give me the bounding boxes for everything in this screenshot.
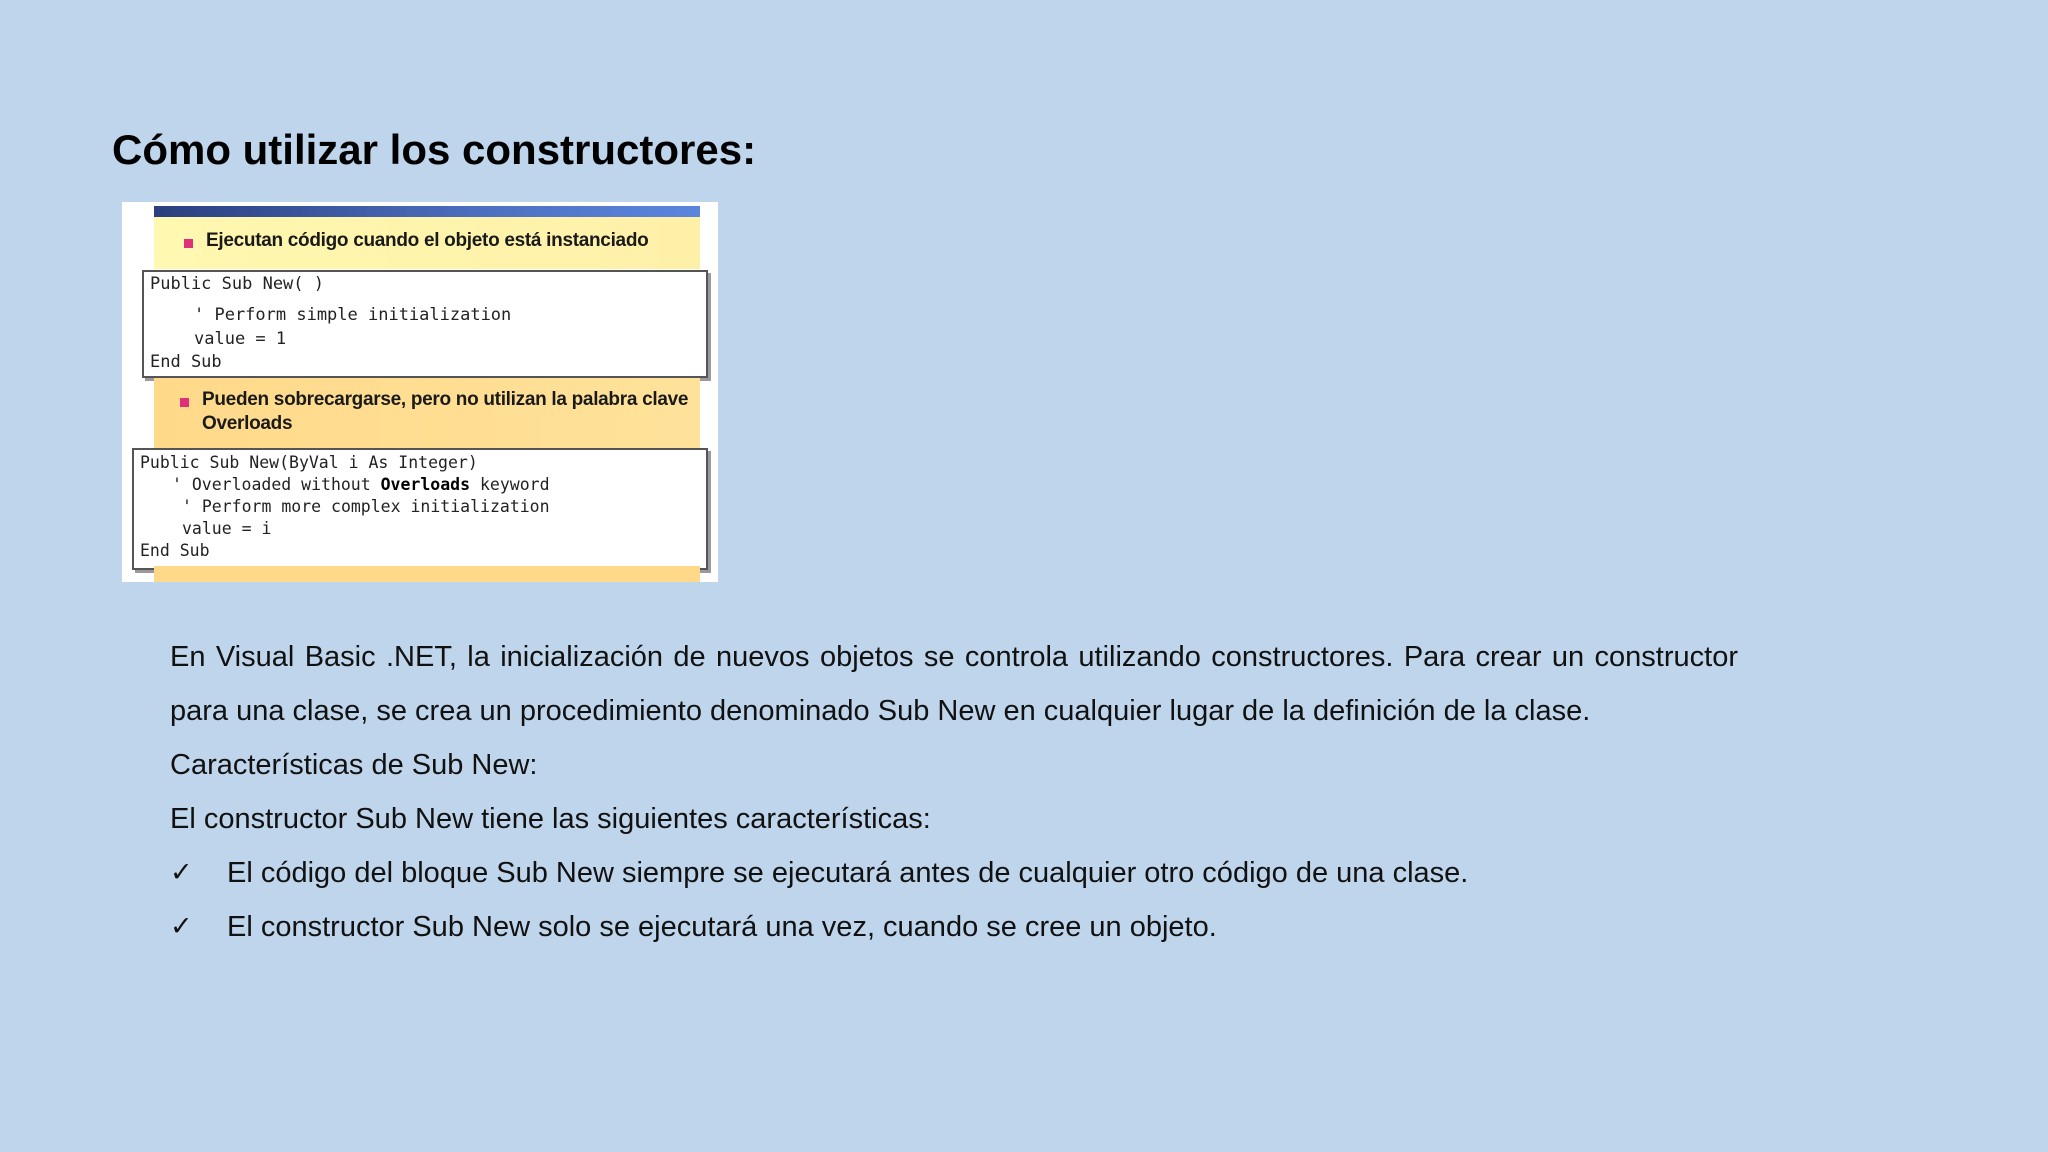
- code-block-2: [132, 448, 708, 570]
- code-line: ' Perform simple initialization: [194, 305, 512, 325]
- figure-band-1: [154, 217, 700, 269]
- checkmark-icon: ✓: [170, 857, 193, 888]
- body-text: [170, 630, 1738, 954]
- list-item-text: El código del bloque Sub New siempre se ejecutará antes de cualquier otro código de una clase.: [227, 857, 1469, 889]
- figure-top-bar: [154, 206, 700, 217]
- code-line: value = i: [182, 519, 272, 538]
- bullet-square-icon: [184, 239, 193, 248]
- list-item-text: El constructor Sub New solo se ejecutará una vez, cuando se cree un objeto.: [227, 911, 1217, 943]
- code-block-1: [142, 270, 708, 378]
- code-line: End Sub: [150, 352, 222, 372]
- code-keyword: Overloads: [380, 475, 471, 494]
- code-line: ' Perform more complex initialization: [182, 497, 550, 516]
- code-line: End Sub: [140, 541, 210, 560]
- section-heading: Características de Sub New:: [170, 749, 538, 781]
- code-fragment: ' Overloaded without: [172, 475, 381, 494]
- code-line: Public Sub New(ByVal i As Integer): [140, 453, 478, 472]
- code-figure: [122, 202, 718, 582]
- code-line: value = 1: [194, 329, 287, 349]
- code-line: [172, 475, 550, 494]
- list-item: [170, 846, 1738, 900]
- code-fragment: keyword: [470, 475, 550, 494]
- list-item: [170, 900, 1738, 954]
- figure-band-2: [154, 378, 700, 448]
- slide-title: Cómo utilizar los constructores:: [112, 126, 757, 173]
- figure-band-2-text: Pueden sobrecargarse, pero no utilizan la palabra clave Overloads: [202, 389, 689, 434]
- bullet-square-icon: [180, 398, 189, 407]
- checkmark-icon: ✓: [170, 911, 193, 942]
- figure-band-1-text: Ejecutan código cuando el objeto está instanciado: [206, 230, 649, 251]
- code-line: Public Sub New( ): [150, 274, 324, 294]
- section-intro: El constructor Sub New tiene las siguientes características:: [170, 803, 931, 835]
- intro-paragraph: En Visual Basic .NET, la inicialización de nuevos objetos se controla utilizando constructores. Para crear un constructor para una clase, se crea un procedimiento denominado Sub New en cualquier lugar de la definición de la clase.: [170, 641, 1738, 727]
- figure-band-3: [154, 566, 700, 582]
